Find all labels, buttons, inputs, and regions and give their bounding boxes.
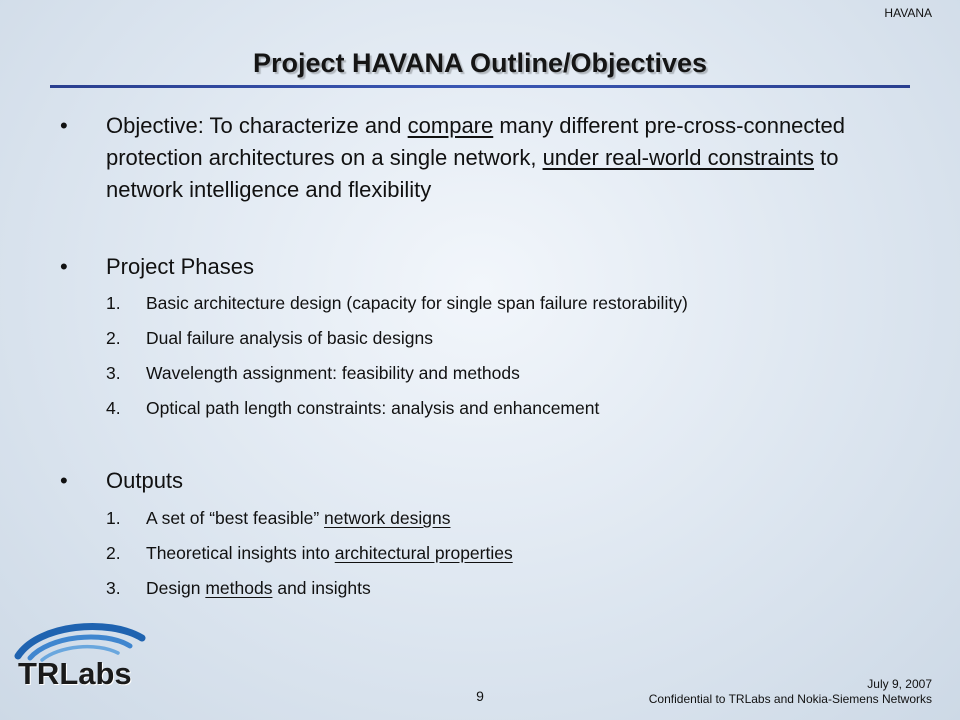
list-item bbox=[106, 577, 906, 612]
item-underline: network designs bbox=[324, 508, 451, 528]
item-text-part: Design bbox=[146, 578, 206, 598]
item-number: 3. bbox=[106, 363, 121, 383]
outputs-list bbox=[106, 507, 906, 612]
header-tag: HAVANA bbox=[884, 6, 932, 20]
page-number: 9 bbox=[476, 688, 484, 704]
objective-underline-constraints: under real-world constraints bbox=[542, 145, 815, 170]
item-text-part: and insights bbox=[272, 578, 371, 598]
phases-bullet bbox=[60, 251, 890, 283]
item-underline: architectural properties bbox=[334, 543, 513, 563]
item-number: 2. bbox=[106, 543, 121, 563]
bullet-dot: • bbox=[60, 113, 68, 138]
logo-text: TRLabs bbox=[18, 656, 132, 691]
item-text: Basic architecture design (capacity for single span failure restorability) bbox=[146, 293, 688, 313]
item-number: 1. bbox=[106, 508, 121, 528]
item-text-part: A set of “best feasible” bbox=[146, 508, 325, 528]
objective-text bbox=[106, 110, 890, 206]
item-text: Dual failure analysis of basic designs bbox=[146, 328, 433, 348]
objective-text-part: Objective: To characterize and bbox=[106, 113, 408, 138]
item-number: 1. bbox=[106, 293, 121, 313]
phases-list bbox=[106, 292, 906, 432]
list-item bbox=[106, 542, 906, 577]
footer-confidential: Confidential to TRLabs and Nokia-Siemens Networks bbox=[648, 692, 932, 706]
item-text: Optical path length constraints: analysis and enhancement bbox=[146, 398, 600, 418]
outputs-heading: Outputs bbox=[106, 468, 184, 493]
list-item bbox=[106, 397, 906, 432]
item-number: 2. bbox=[106, 328, 121, 348]
list-item bbox=[106, 292, 906, 327]
item-number: 4. bbox=[106, 398, 121, 418]
item-number: 3. bbox=[106, 578, 121, 598]
outputs-bullet bbox=[60, 465, 890, 497]
objective-text-part: to network intelligence and flexibility bbox=[106, 145, 839, 202]
slide-title: Project HAVANA Outline/Objectives bbox=[252, 48, 708, 78]
bullet-dot: • bbox=[60, 468, 68, 493]
item-text bbox=[146, 507, 450, 529]
item-text bbox=[146, 577, 371, 599]
list-item bbox=[106, 362, 906, 397]
trlabs-logo bbox=[14, 616, 164, 696]
objective-text-part: many different pre-cross-connected protection architectures on a single network, bbox=[106, 113, 845, 170]
list-item bbox=[106, 507, 906, 542]
item-text bbox=[146, 542, 513, 564]
objective-bullet bbox=[60, 110, 890, 206]
item-text: Wavelength assignment: feasibility and methods bbox=[146, 363, 520, 383]
item-text-part: Theoretical insights into bbox=[146, 543, 335, 563]
item-underline: methods bbox=[205, 578, 273, 598]
objective-underline-compare: compare bbox=[407, 113, 494, 138]
footer-date: July 9, 2007 bbox=[867, 677, 932, 691]
title-rule bbox=[50, 85, 910, 88]
bullet-dot: • bbox=[60, 254, 68, 279]
list-item bbox=[106, 327, 906, 362]
phases-heading: Project Phases bbox=[106, 254, 254, 279]
